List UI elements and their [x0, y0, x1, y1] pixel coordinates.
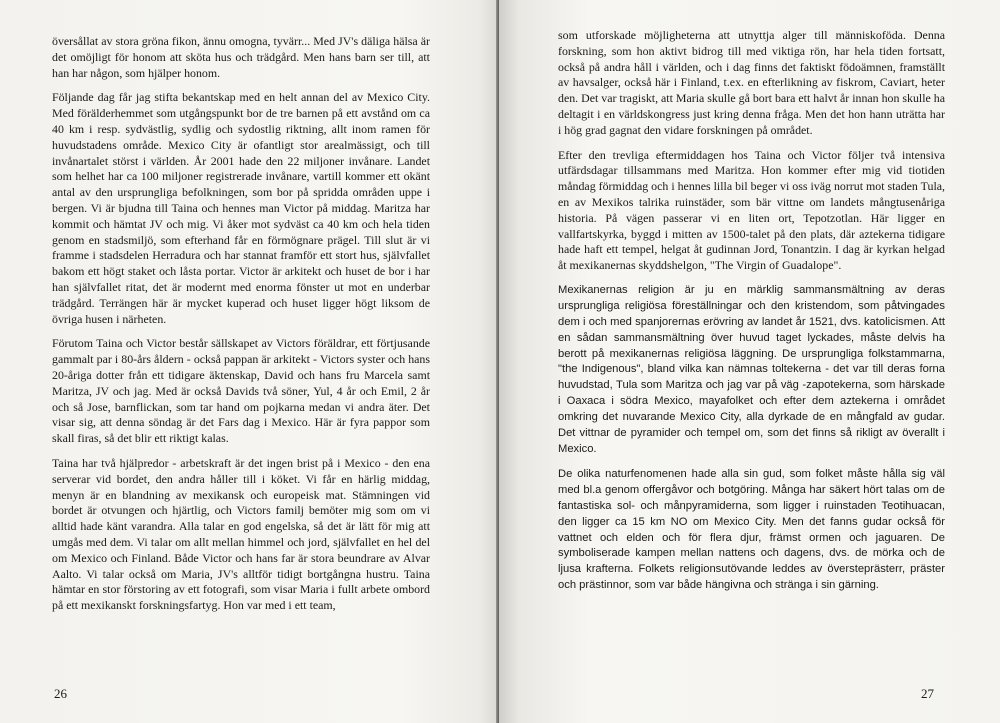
paragraph: Mexikanernas religion är ju en märklig sammansmältning av deras ursprungliga religiösa föreställningar och den kristendom, som påtvingades dem i och med spanjorernas erövring av landet år 1521, dvs. katolicismen. Att en sådan sammansmältning över huvud taget lyckades, måste delvis ha berott på mexikanernas religiösa läggning. De ursprungliga folkstammarna, "the Indigenous", bland vilka kan nämnas toltekerna - det var till deras forna huvudstad, Tula som Maritza och jag var på väg -zapotekerna, som härskade i Oaxaca i södra Mexico, mayafolket och efter dem aztekerna i området omkring det nuvarande Mexico City, alla dyrkade de en mångfald av gudar. Det vittnar de pyramider och tempel om, som det finns så rikligt av överallt i Mexico. — [558, 283, 945, 456]
left-page — [0, 0, 499, 723]
paragraph: översållat av stora gröna fikon, ännu omogna, tyvärr... Med JV's däliga hälsa är det omöjligt för honom att sköta hus och trädgård. Men hans barn ser till, att han har någon, som hjälper honom. — [52, 34, 430, 80]
right-page — [499, 0, 1000, 723]
page-number: 27 — [921, 686, 934, 701]
paragraph: De olika naturfenomenen hade alla sin gud, som folket måste hålla sig väl med bl.a genom offergåvor och botgöring. Många har säkert hört talas om de fantastiska sol- och månpyramiderna, som ligger i ruinstaden Teotihuacan, den ligger ca 15 km NO om Mexico City. Men det fanns gudar också för vattnet och elden och för flera djur, främst ormen och jaguaren. De symboliserade kampen mellan nattens och dagens, dvs. de mörka och de ljusa krafterna. Folkets religionsutövande leddes av översteprästerr, präster och prästinnor, som var både hängivna och stränga i sin gärning. — [558, 467, 945, 592]
right-page-body — [558, 28, 945, 603]
paragraph: Taina har två hjälpredor - arbetskraft är det ingen brist på i Mexico - den ena serverar vid bordet, den andra håller till i köket. Vi får en härlig middag, menyn är en blandning av mexikansk och europeisk mat. Stämningen vid bordet är otvungen och hjärtlig, och Victors familj bemöter mig som om vi alltid hade känt varandra. Alla talar en god engelska, så det är lätt för mig att umgås med dem. Vi talar om allt mellan himmel och jord, självfallet en hel del om Mexico och Finland. Både Victor och hans far är stora beundrare av Alvar Aalto. Vi talar också om Maria, JV's alltför tidigt bortgångna hustru. Taina hämtar en stor förstoring av ett fotografi, som visar Maria i fullt arbete ombord på ett mexikanskt forskningsfartyg. Hon var med i ett team, — [52, 455, 430, 613]
left-page-body — [52, 34, 430, 623]
paragraph: Efter den trevliga eftermiddagen hos Taina och Victor följer två intensiva utfärdsdagar tillsammans med Maritza. Hon kommer efter mig vid tiotiden måndag förmiddag och i hennes lilla bil beger vi oss iväg norrut mot staden Tula, en av Mexikos talrika ruinstäder, som bär vittne om landets mångtusenåriga historia. På vägen passerar vi en liten ort, Tepotzotlan. Här ligger en vallfartskyrka, byggd i mitten av 1500-talet på den plats, där aztekerna tidigare hade haft ett tempel, helgat åt gudinnan Jord, Tonantzin. I dag är kyrkan helgad åt mexikanernas skyddshelgon, "The Virgin of Guadalope". — [558, 147, 945, 273]
page-number: 26 — [54, 686, 67, 701]
paragraph: som utforskade möjligheterna att utnyttja alger till människoföda. Denna forskning, som hon aktivt bidrog till med viktiga rön, har hela tiden fortsatt, också på andra håll i världen, och i dag finns det faktiskt födoämnen, framställt av havsalger, också här i Finland, t.ex. en efterlikning av fiskrom, Caviart, heter den. Det var tragiskt, att Maria skulle gå bort bara ett halvt år innan hon skulle ha deltagit i en världskongress just kring denna fråga. Men det hon hann uträtta har i hög grad gagnat den vidare forskningen på området. — [558, 28, 945, 137]
paragraph: Följande dag får jag stifta bekantskap med en helt annan del av Mexico City. Med förälderhemmet som utgångspunkt bor de tre barnen på ett avstånd om ca 40 km i resp. sydvästlig, sydlig och sydostlig riktning, allt inom ramen för huvudstadens område. Mexico City är ofantligt stor arealmässigt, och till invånartalet störst i världen. År 2001 hade den 22 miljoner invånare. Landet som helhet har ca 100 miljoner registrerade invånare, vartill kommer ett okänt antal av den ursprungliga befolkningen, som bor på spridda områden uppe i bergen. Vi är bjudna till Taina och hennes man Victor på middag. Maritza har kommit och hämtat JV och mig. Vi åker mot sydväst ca 40 km och hela tiden genom en stadsmiljö, som efterhand får en förmögnare prägel. Till slut är vi framme i stadsdelen Herradura och har stannat framför ett stort hus, självfallet bakom ett högt staket och låsta portar. Victor är arkitekt och huset de bor i har han självfallet ritat, det är modernt med enorma fönster ut mot en underbar trädgård. Terrängen här är mycket kuperad och huset ligger högt liksom de övriga husen i närheten. — [52, 90, 430, 326]
paragraph: Förutom Taina och Victor består sällskapet av Victors föräldrar, ett förtjusande gammalt par i 80-års åldern - också pappan är arkitekt - Victors syster och hans 20-åriga dotter från ett tidigare äktenskap, David och hans fru Marcela samt Maritza, JV och jag. Med är också Davids två söner, Yul, 4 år och Emil, 2 år och så Jose, barnflickan, som tar hand om pojkarna medan vi andra äter. Det visar sig, att denna söndag är det Fars dag i Mexico. Här är fyra pappor som skall firas, så det blir ett riktigt kalas. — [52, 336, 430, 446]
